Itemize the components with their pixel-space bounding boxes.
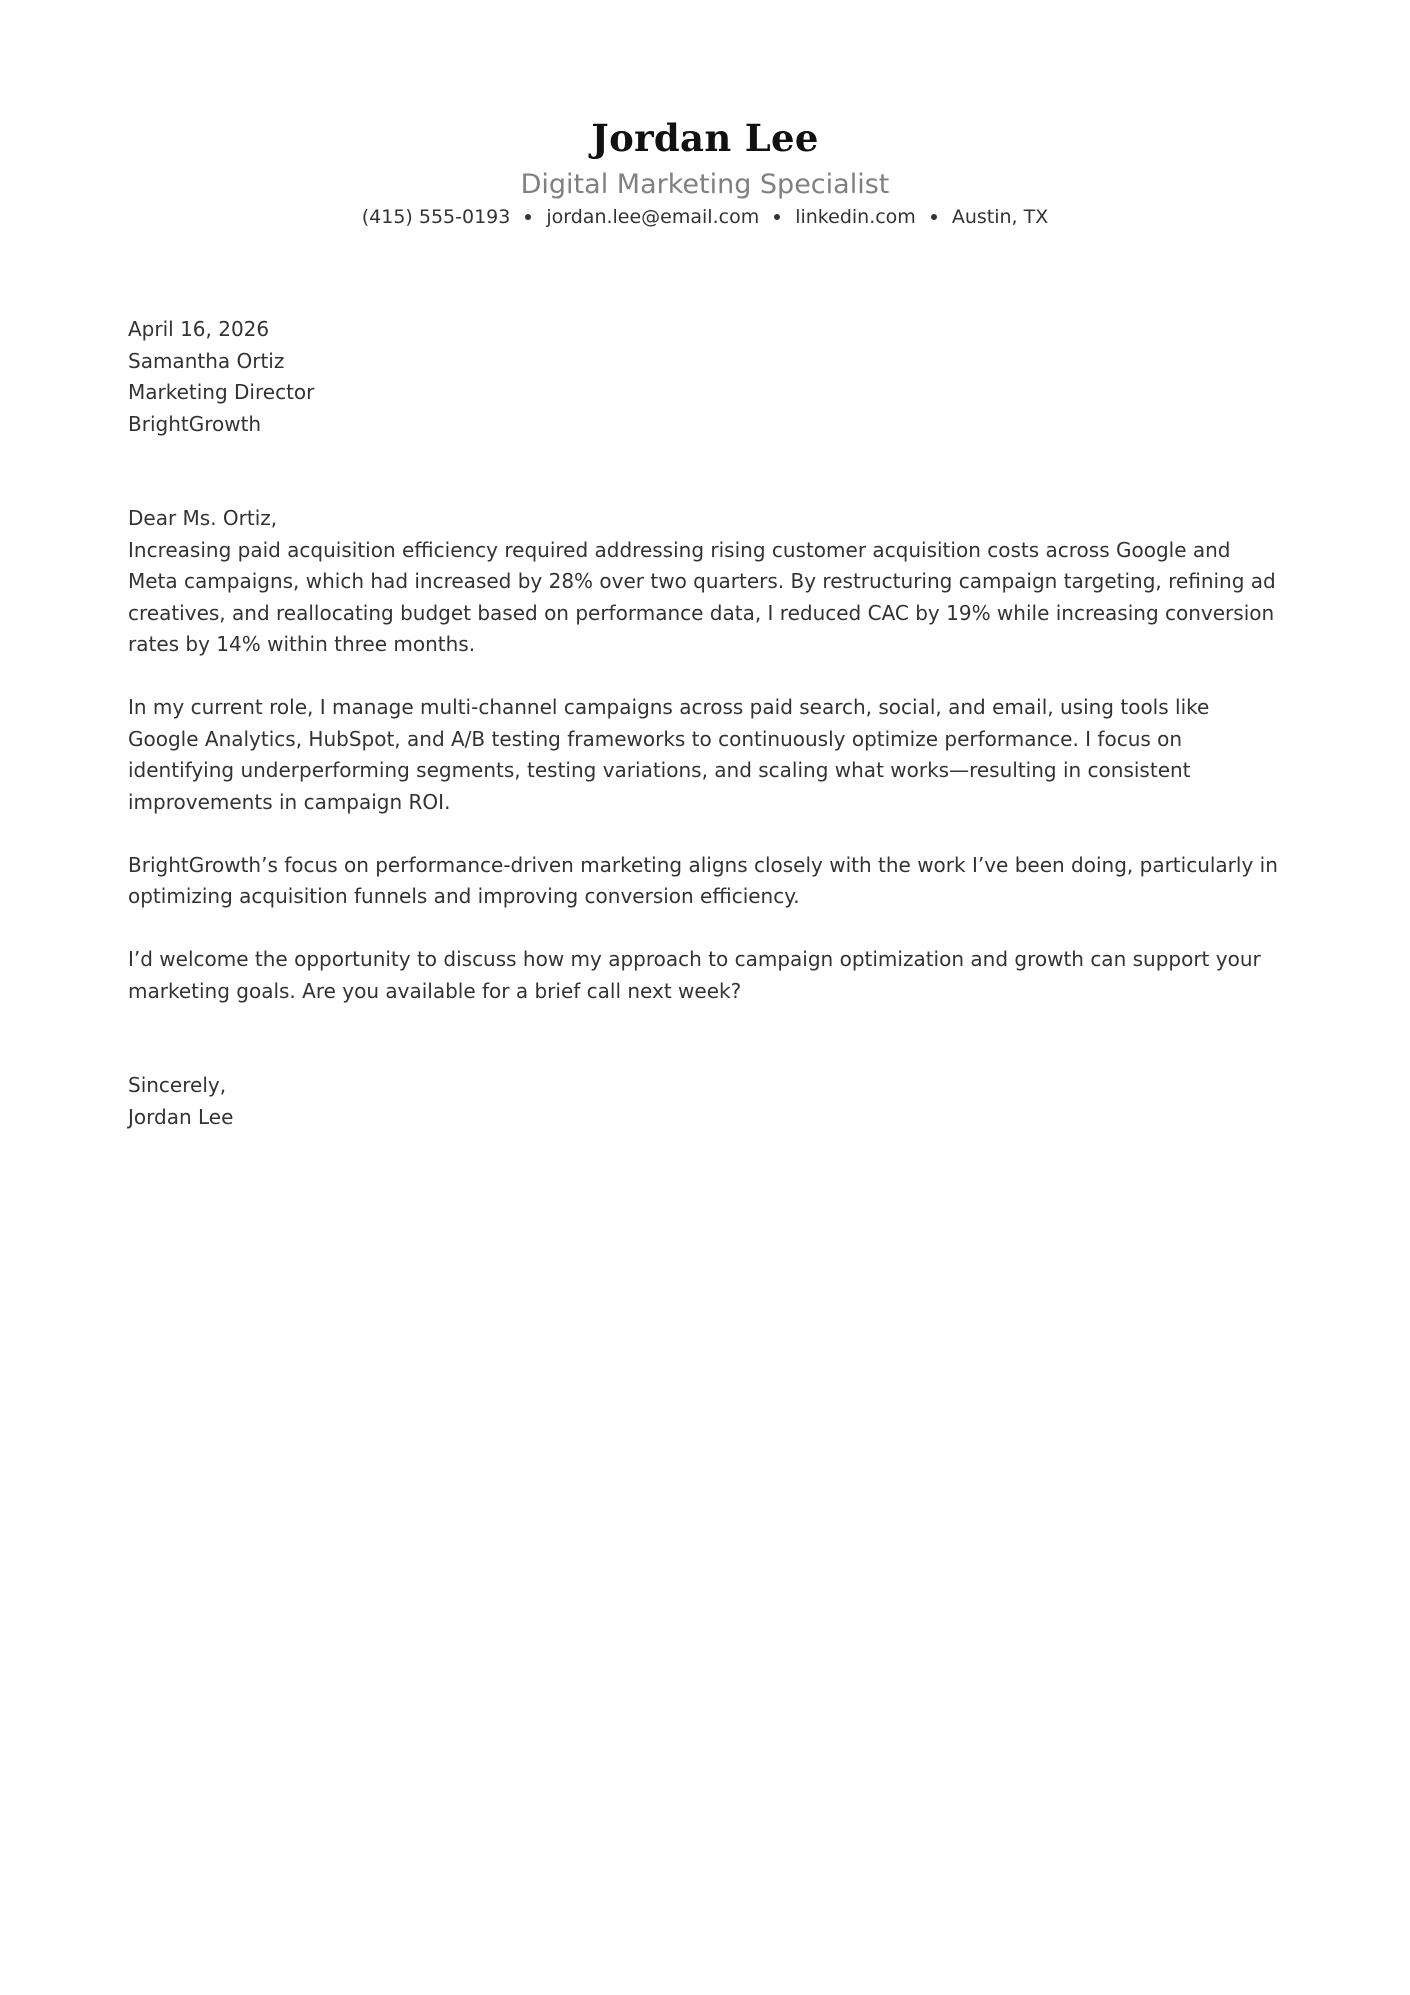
letter-body bbox=[128, 314, 1278, 1133]
body-paragraph: In my current role, I manage multi-channel campaigns across paid search, social, and email, using tools like Google Analytics, HubSpot, and A/B testing frameworks to continuously optimize performance. I focus on identifying underperforming segments, testing variations, and scaling what works—resulting in consistent improvements in campaign ROI. bbox=[128, 695, 1210, 814]
closing-phrase: Sincerely, bbox=[128, 1073, 227, 1097]
salutation: Dear Ms. Ortiz, bbox=[128, 506, 278, 530]
contact-phone: (415) 555-0193 bbox=[361, 206, 511, 228]
sender-title: Digital Marketing Specialist bbox=[520, 169, 890, 200]
letter-date: April 16, 2026 bbox=[128, 317, 270, 341]
contact-website: linkedin.com bbox=[795, 206, 916, 228]
recipient-title: Marketing Director bbox=[128, 380, 315, 404]
recipient-name: Samantha Ortiz bbox=[128, 348, 285, 373]
body-paragraph: Increasing paid acquisition efficiency required addressing rising customer acquisition costs across Google and Meta campaigns, which had increased by 28% over two quarters. By restructuring campaign targeting, refining ad creatives, and reallocating budget based on performance data, I reduced CAC by 19% while increasing conversion rates by 14% within three months. bbox=[128, 537, 1276, 656]
contact-line bbox=[0, 204, 1410, 230]
letter-header bbox=[0, 110, 1410, 230]
body-paragraph: BrightGrowth’s focus on performance-driven marketing aligns closely with the work I’ve been doing, particularly in optimizing acquisition funnels and improving conversion efficiency. bbox=[128, 852, 1278, 908]
sender-name: Jordan Lee bbox=[591, 116, 819, 160]
bullet-separator-icon bbox=[774, 214, 780, 220]
signature-name: Jordan Lee bbox=[128, 1104, 234, 1129]
bullet-separator-icon bbox=[525, 214, 531, 220]
recipient-company: BrightGrowth bbox=[128, 411, 262, 436]
bullet-separator-icon bbox=[931, 214, 937, 220]
closing-block bbox=[128, 1070, 1278, 1133]
contact-location: Austin, TX bbox=[951, 206, 1049, 228]
contact-email: jordan.lee@email.com bbox=[546, 206, 760, 228]
recipient-block bbox=[128, 346, 1278, 441]
body-paragraph: I’d welcome the opportunity to discuss how my approach to campaign optimization and growth can support your marketing goals. Are you available for a brief call next week? bbox=[128, 947, 1261, 1003]
